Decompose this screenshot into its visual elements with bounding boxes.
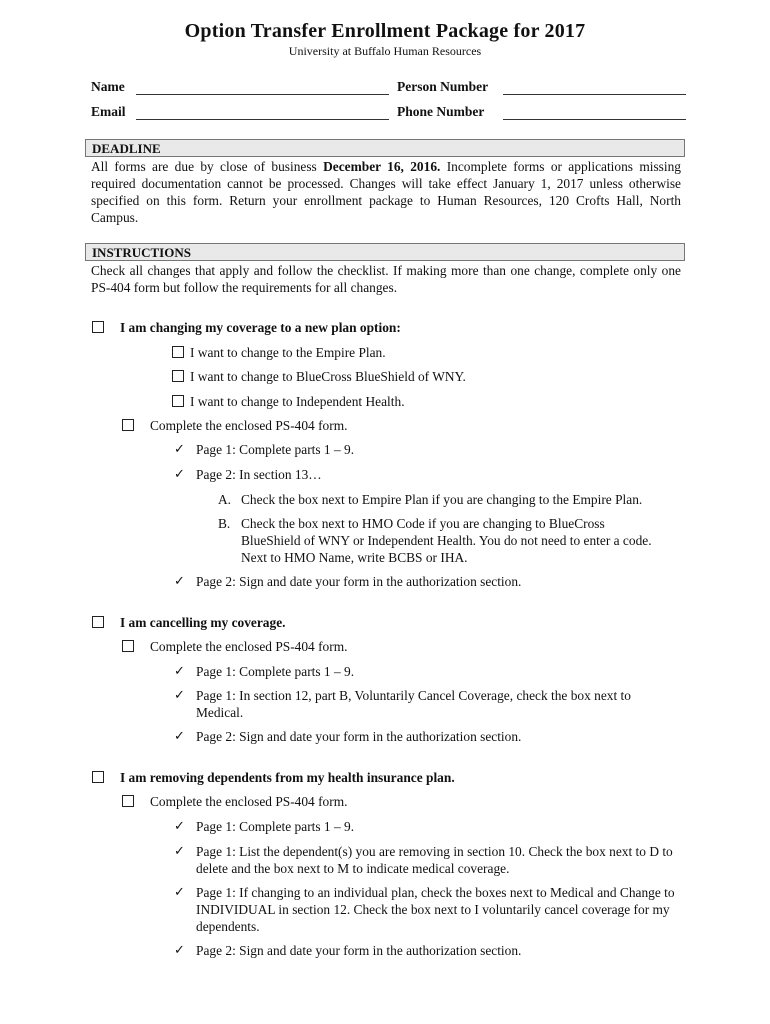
substep-b-text: Check the box next to HMO Code if you are changing to BlueCross BlueShield of WNY or Independent Health. You do not need to enter a code. Next to HMO Name, write BCBS or IHA. — [241, 516, 652, 565]
person-number-label: Person Number — [397, 79, 489, 94]
phone-number-field[interactable] — [503, 105, 686, 120]
change-complete-form-checkbox[interactable] — [122, 419, 134, 431]
checkmark-icon: ✓ — [174, 729, 185, 744]
checkmark-icon: ✓ — [174, 844, 185, 859]
empire-plan-checkbox[interactable] — [172, 346, 184, 358]
email-field[interactable] — [136, 105, 389, 120]
checkmark-icon: ✓ — [174, 442, 185, 457]
instructions-text: Check all changes that apply and follow the checklist. If making more than one change, complete only one PS-404 form but follow the requirements for all changes. — [91, 263, 681, 295]
name-field[interactable] — [136, 80, 389, 95]
cancel-complete-form-checkbox[interactable] — [122, 640, 134, 652]
checkmark-icon: ✓ — [174, 943, 185, 958]
deadline-text — [91, 158, 681, 226]
phone-number-label: Phone Number — [397, 104, 485, 119]
remove-dependents-title: I am removing dependents from my health insurance plan. — [120, 770, 455, 785]
bcbs-checkbox[interactable] — [172, 370, 184, 382]
change-complete-form-text: Complete the enclosed PS-404 form. — [150, 418, 348, 433]
remove-step-4: Page 2: Sign and date your form in the authorization section. — [196, 943, 522, 958]
change-step-1: Page 1: Complete parts 1 – 9. — [196, 442, 355, 457]
deadline-heading: DEADLINE — [85, 139, 685, 157]
change-step-2: Page 2: In section 13… — [196, 467, 322, 482]
independent-health-checkbox[interactable] — [172, 395, 184, 407]
checkmark-icon: ✓ — [174, 885, 185, 900]
independent-health-option: I want to change to Independent Health. — [190, 394, 405, 409]
cancel-complete-form-text: Complete the enclosed PS-404 form. — [150, 639, 348, 654]
cancel-coverage-checkbox[interactable] — [92, 616, 104, 628]
checkmark-icon: ✓ — [174, 819, 185, 834]
bcbs-option: I want to change to BlueCross BlueShield of WNY. — [190, 369, 466, 384]
empire-plan-option: I want to change to the Empire Plan. — [190, 345, 386, 360]
remove-complete-form-text: Complete the enclosed PS-404 form. — [150, 794, 348, 809]
deadline-text-after: Incomplete forms or applications missing required documentation cannot be processed. Changes will take effect January 1, 2017 unless otherwise specified on this form. Return your enrollment package to Human Resources, 120 Crofts Hall, North Campus. — [91, 159, 682, 225]
email-label: Email — [91, 104, 126, 119]
name-label: Name — [91, 79, 125, 94]
substep-a-text: Check the box next to Empire Plan if you are changing to the Empire Plan. — [241, 492, 643, 507]
cancel-step-2: Page 1: In section 12, part B, Voluntarily Cancel Coverage, check the box next to Medical. — [196, 688, 631, 720]
change-coverage-checkbox[interactable] — [92, 321, 104, 333]
deadline-text-before: All forms are due by close of business — [91, 159, 324, 174]
remove-complete-form-checkbox[interactable] — [122, 795, 134, 807]
cancel-step-1: Page 1: Complete parts 1 – 9. — [196, 664, 355, 679]
remove-step-3: Page 1: If changing to an individual plan, check the boxes next to Medical and Change to INDIVIDUAL in section 12. Check the box next to I voluntarily cancel coverage for my dependents. — [196, 885, 675, 934]
remove-dependents-checkbox[interactable] — [92, 771, 104, 783]
cancel-coverage-title: I am cancelling my coverage. — [120, 615, 286, 630]
remove-step-1: Page 1: Complete parts 1 – 9. — [196, 819, 355, 834]
instructions-heading: INSTRUCTIONS — [85, 243, 685, 261]
page-subtitle: University at Buffalo Human Resources — [288, 44, 482, 58]
change-step-3: Page 2: Sign and date your form in the authorization section. — [196, 574, 522, 589]
checkmark-icon: ✓ — [174, 574, 185, 589]
deadline-date: December 16, 2016. — [323, 159, 441, 174]
person-number-field[interactable] — [503, 80, 686, 95]
substep-a-letter: A. — [218, 492, 232, 507]
cancel-step-3: Page 2: Sign and date your form in the authorization section. — [196, 729, 522, 744]
substep-b-letter: B. — [218, 516, 231, 531]
page-title: Option Transfer Enrollment Package for 2017 — [184, 20, 586, 42]
checkmark-icon: ✓ — [174, 664, 185, 679]
checkmark-icon: ✓ — [174, 467, 185, 482]
checkmark-icon: ✓ — [174, 688, 185, 703]
remove-step-2: Page 1: List the dependent(s) you are removing in section 10. Check the box next to D to delete and the box next to M to indicate medical coverage. — [196, 844, 673, 876]
change-coverage-title: I am changing my coverage to a new plan option: — [120, 320, 401, 335]
